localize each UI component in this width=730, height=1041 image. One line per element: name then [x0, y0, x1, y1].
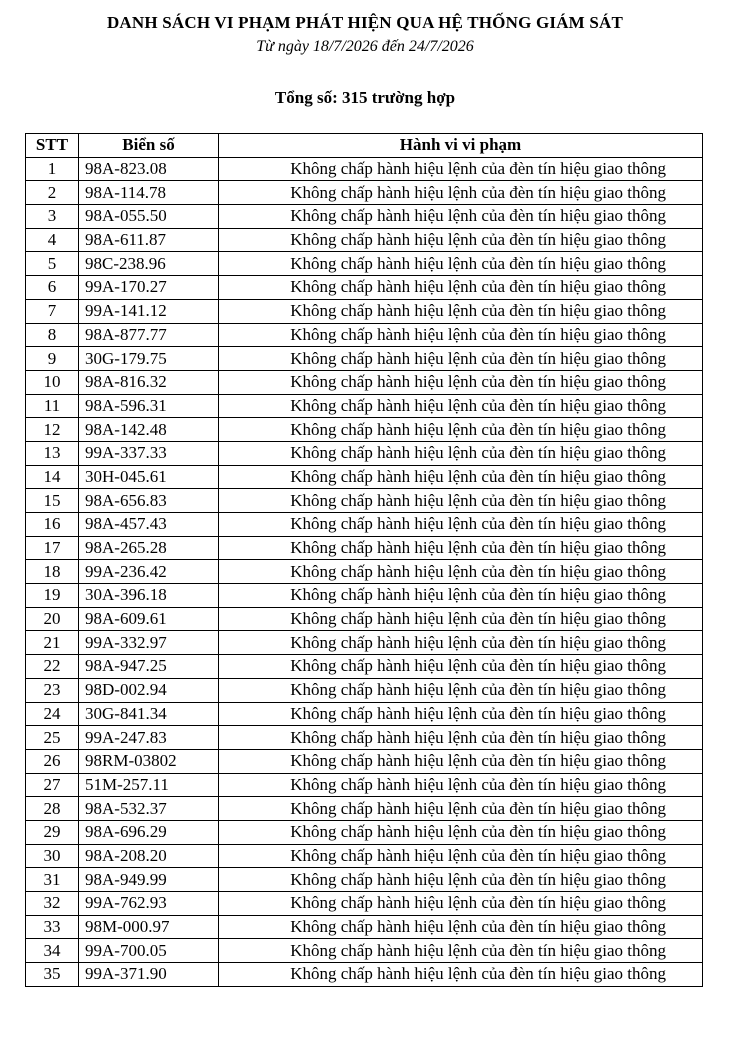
row-plate: 98A-265.28 [79, 536, 219, 560]
row-violation: Không chấp hành hiệu lệnh của đèn tín hiệu giao thông [219, 915, 703, 939]
row-stt: 23 [26, 678, 79, 702]
row-plate: 99A-236.42 [79, 560, 219, 584]
row-violation: Không chấp hành hiệu lệnh của đèn tín hiệu giao thông [219, 584, 703, 608]
row-stt: 15 [26, 489, 79, 513]
row-plate: 98A-877.77 [79, 323, 219, 347]
row-plate: 51M-257.11 [79, 773, 219, 797]
row-violation: Không chấp hành hiệu lệnh của đèn tín hiệu giao thông [219, 465, 703, 489]
row-violation: Không chấp hành hiệu lệnh của đèn tín hiệu giao thông [219, 844, 703, 868]
header-stt: STT [26, 134, 79, 158]
row-plate: 99A-700.05 [79, 939, 219, 963]
table-row [26, 370, 703, 394]
row-plate: 99A-141.12 [79, 299, 219, 323]
table-row [26, 441, 703, 465]
row-violation: Không chấp hành hiệu lệnh của đèn tín hiệu giao thông [219, 181, 703, 205]
table-row [26, 560, 703, 584]
row-violation: Không chấp hành hiệu lệnh của đèn tín hiệu giao thông [219, 892, 703, 916]
row-stt: 3 [26, 205, 79, 229]
row-violation: Không chấp hành hiệu lệnh của đèn tín hiệu giao thông [219, 441, 703, 465]
table-row [26, 489, 703, 513]
row-violation: Không chấp hành hiệu lệnh của đèn tín hiệu giao thông [219, 820, 703, 844]
table-row [26, 939, 703, 963]
table-row [26, 702, 703, 726]
row-plate: 98A-611.87 [79, 228, 219, 252]
row-stt: 5 [26, 252, 79, 276]
row-violation: Không chấp hành hiệu lệnh của đèn tín hiệu giao thông [219, 939, 703, 963]
row-plate: 99A-332.97 [79, 631, 219, 655]
row-plate: 98A-816.32 [79, 370, 219, 394]
document-title: DANH SÁCH VI PHẠM PHÁT HIỆN QUA HỆ THỐNG GIÁM SÁT [106, 13, 624, 32]
header-violation: Hành vi vi phạm [219, 134, 703, 158]
table-row [26, 726, 703, 750]
row-plate: 98A-609.61 [79, 607, 219, 631]
row-plate: 98A-949.99 [79, 868, 219, 892]
row-violation: Không chấp hành hiệu lệnh của đèn tín hiệu giao thông [219, 394, 703, 418]
row-stt: 27 [26, 773, 79, 797]
row-plate: 30A-396.18 [79, 584, 219, 608]
row-plate: 99A-247.83 [79, 726, 219, 750]
row-violation: Không chấp hành hiệu lệnh của đèn tín hiệu giao thông [219, 323, 703, 347]
total-count: Tổng số: 315 trường hợp [274, 88, 456, 107]
row-stt: 20 [26, 607, 79, 631]
row-plate: 98A-947.25 [79, 655, 219, 679]
table-row [26, 394, 703, 418]
table-row [26, 228, 703, 252]
row-violation: Không chấp hành hiệu lệnh của đèn tín hiệu giao thông [219, 607, 703, 631]
row-violation: Không chấp hành hiệu lệnh của đèn tín hiệu giao thông [219, 631, 703, 655]
table-row [26, 820, 703, 844]
row-violation: Không chấp hành hiệu lệnh của đèn tín hiệu giao thông [219, 773, 703, 797]
violations-table [25, 133, 703, 987]
row-plate: 98A-142.48 [79, 418, 219, 442]
row-stt: 4 [26, 228, 79, 252]
table-row [26, 513, 703, 537]
row-stt: 25 [26, 726, 79, 750]
table-row [26, 631, 703, 655]
row-plate: 98A-696.29 [79, 820, 219, 844]
row-violation: Không chấp hành hiệu lệnh của đèn tín hiệu giao thông [219, 299, 703, 323]
row-stt: 17 [26, 536, 79, 560]
table-row [26, 915, 703, 939]
row-violation: Không chấp hành hiệu lệnh của đèn tín hiệu giao thông [219, 702, 703, 726]
date-range: Từ ngày 18/7/2026 đến 24/7/2026 [256, 38, 474, 55]
row-stt: 7 [26, 299, 79, 323]
row-stt: 8 [26, 323, 79, 347]
row-plate: 98D-002.94 [79, 678, 219, 702]
header-plate: Biển số [79, 134, 219, 158]
row-stt: 13 [26, 441, 79, 465]
row-stt: 12 [26, 418, 79, 442]
table-body [26, 157, 703, 986]
row-plate: 98A-208.20 [79, 844, 219, 868]
row-stt: 28 [26, 797, 79, 821]
row-plate: 30H-045.61 [79, 465, 219, 489]
row-plate: 98C-238.96 [79, 252, 219, 276]
row-plate: 98RM-03802 [79, 749, 219, 773]
table-row [26, 678, 703, 702]
row-stt: 18 [26, 560, 79, 584]
row-plate: 99A-762.93 [79, 892, 219, 916]
row-plate: 98A-823.08 [79, 157, 219, 181]
table-row [26, 465, 703, 489]
row-stt: 33 [26, 915, 79, 939]
row-stt: 14 [26, 465, 79, 489]
row-stt: 2 [26, 181, 79, 205]
row-stt: 32 [26, 892, 79, 916]
row-plate: 98A-596.31 [79, 394, 219, 418]
row-stt: 30 [26, 844, 79, 868]
table-row [26, 252, 703, 276]
row-plate: 98M-000.97 [79, 915, 219, 939]
row-plate: 99A-337.33 [79, 441, 219, 465]
row-plate: 99A-371.90 [79, 963, 219, 987]
row-stt: 19 [26, 584, 79, 608]
table-row [26, 347, 703, 371]
row-stt: 34 [26, 939, 79, 963]
row-stt: 1 [26, 157, 79, 181]
row-stt: 31 [26, 868, 79, 892]
table-row [26, 773, 703, 797]
row-stt: 26 [26, 749, 79, 773]
table-row [26, 868, 703, 892]
row-violation: Không chấp hành hiệu lệnh của đèn tín hiệu giao thông [219, 276, 703, 300]
row-violation: Không chấp hành hiệu lệnh của đèn tín hiệu giao thông [219, 536, 703, 560]
row-violation: Không chấp hành hiệu lệnh của đèn tín hiệu giao thông [219, 370, 703, 394]
row-plate: 99A-170.27 [79, 276, 219, 300]
row-plate: 98A-114.78 [79, 181, 219, 205]
table-row [26, 963, 703, 987]
table-row [26, 157, 703, 181]
row-violation: Không chấp hành hiệu lệnh của đèn tín hiệu giao thông [219, 418, 703, 442]
row-violation: Không chấp hành hiệu lệnh của đèn tín hiệu giao thông [219, 868, 703, 892]
row-stt: 11 [26, 394, 79, 418]
row-stt: 6 [26, 276, 79, 300]
row-violation: Không chấp hành hiệu lệnh của đèn tín hiệu giao thông [219, 513, 703, 537]
row-stt: 9 [26, 347, 79, 371]
row-violation: Không chấp hành hiệu lệnh của đèn tín hiệu giao thông [219, 797, 703, 821]
row-plate: 30G-179.75 [79, 347, 219, 371]
table-row [26, 205, 703, 229]
table-row [26, 584, 703, 608]
row-stt: 35 [26, 963, 79, 987]
table-row [26, 607, 703, 631]
row-violation: Không chấp hành hiệu lệnh của đèn tín hiệu giao thông [219, 560, 703, 584]
row-stt: 24 [26, 702, 79, 726]
row-violation: Không chấp hành hiệu lệnh của đèn tín hiệu giao thông [219, 655, 703, 679]
row-violation: Không chấp hành hiệu lệnh của đèn tín hiệu giao thông [219, 489, 703, 513]
table-row [26, 181, 703, 205]
table-row [26, 323, 703, 347]
row-plate: 30G-841.34 [79, 702, 219, 726]
row-stt: 10 [26, 370, 79, 394]
table-row [26, 536, 703, 560]
row-violation: Không chấp hành hiệu lệnh của đèn tín hiệu giao thông [219, 726, 703, 750]
row-violation: Không chấp hành hiệu lệnh của đèn tín hiệu giao thông [219, 228, 703, 252]
row-plate: 98A-457.43 [79, 513, 219, 537]
row-plate: 98A-656.83 [79, 489, 219, 513]
row-violation: Không chấp hành hiệu lệnh của đèn tín hiệu giao thông [219, 157, 703, 181]
table-header-row [26, 134, 703, 158]
row-stt: 22 [26, 655, 79, 679]
table-row [26, 797, 703, 821]
row-violation: Không chấp hành hiệu lệnh của đèn tín hiệu giao thông [219, 678, 703, 702]
row-violation: Không chấp hành hiệu lệnh của đèn tín hiệu giao thông [219, 749, 703, 773]
row-violation: Không chấp hành hiệu lệnh của đèn tín hiệu giao thông [219, 963, 703, 987]
row-stt: 21 [26, 631, 79, 655]
table-row [26, 418, 703, 442]
table-row [26, 299, 703, 323]
row-plate: 98A-055.50 [79, 205, 219, 229]
table-row [26, 844, 703, 868]
row-stt: 16 [26, 513, 79, 537]
table-row [26, 749, 703, 773]
row-violation: Không chấp hành hiệu lệnh của đèn tín hiệu giao thông [219, 347, 703, 371]
table-row [26, 892, 703, 916]
table-row [26, 276, 703, 300]
row-plate: 98A-532.37 [79, 797, 219, 821]
row-violation: Không chấp hành hiệu lệnh của đèn tín hiệu giao thông [219, 205, 703, 229]
row-violation: Không chấp hành hiệu lệnh của đèn tín hiệu giao thông [219, 252, 703, 276]
table-row [26, 655, 703, 679]
row-stt: 29 [26, 820, 79, 844]
